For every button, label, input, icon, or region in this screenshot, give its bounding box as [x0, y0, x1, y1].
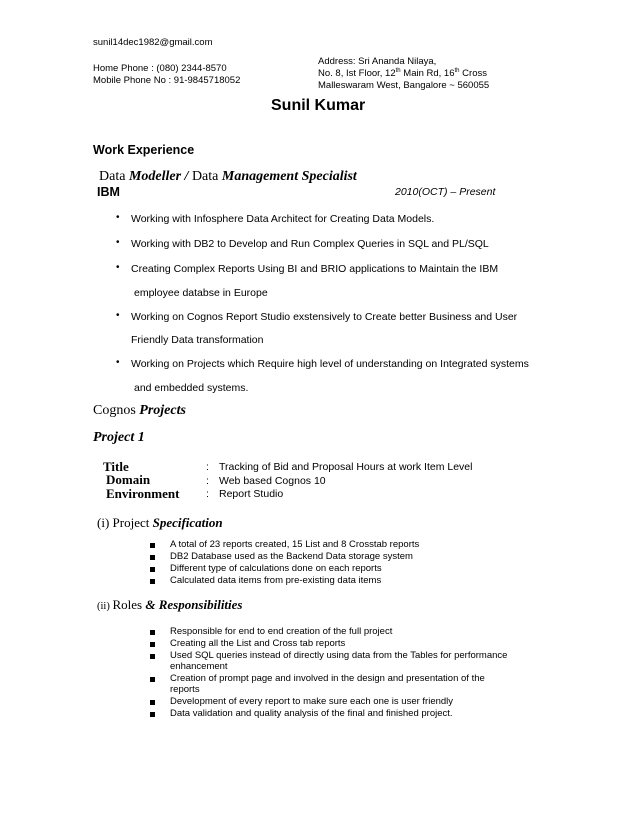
- square-bullet-icon: [150, 642, 155, 647]
- list-item: A total of 23 reports created, 15 List and 8 Crosstab reports: [170, 539, 420, 550]
- field-colon: :: [206, 475, 209, 487]
- list-item: Development of every report to make sure each one is user friendly: [170, 696, 454, 707]
- square-bullet-icon: [150, 712, 155, 717]
- square-bullet-icon: [150, 654, 155, 659]
- list-item: Used SQL queries instead of directly using data from the Tables for performance: [170, 650, 508, 661]
- job-period: 2010(OCT) – Present: [395, 186, 496, 198]
- square-bullet-icon: [150, 543, 155, 548]
- list-item: Working with DB2 to Develop and Run Complex Queries in SQL and PL/SQL: [131, 238, 489, 250]
- field-colon: :: [206, 488, 209, 500]
- square-bullet-icon: [150, 630, 155, 635]
- list-item-continuation: Friendly Data transformation: [131, 334, 264, 346]
- work-experience-heading: Work Experience: [93, 143, 195, 157]
- company-name: IBM: [97, 185, 120, 199]
- roles-heading: (ii) Roles & Responsibilities: [97, 597, 243, 612]
- square-bullet-icon: [150, 567, 155, 572]
- square-bullet-icon: [150, 555, 155, 560]
- bullet-icon: •: [116, 357, 120, 368]
- list-item-continuation: enhancement: [170, 661, 228, 672]
- field-value-environment: Report Studio: [219, 488, 284, 500]
- address-line-1: Address: Sri Ananda Nilaya,: [318, 56, 437, 67]
- field-value-title: Tracking of Bid and Proposal Hours at work Item Level: [219, 461, 473, 473]
- square-bullet-icon: [150, 579, 155, 584]
- cognos-projects-heading: Cognos Projects: [93, 403, 186, 418]
- list-item: Different type of calculations done on each reports: [170, 563, 382, 574]
- list-item: DB2 Database used as the Backend Data storage system: [170, 551, 413, 562]
- list-item: Creation of prompt page and involved in the design and presentation of the: [170, 673, 485, 684]
- list-item-continuation: reports: [170, 684, 200, 695]
- list-item: Calculated data items from pre-existing data items: [170, 575, 382, 586]
- spec-heading: (i) Project Specification: [97, 515, 223, 530]
- square-bullet-icon: [150, 677, 155, 682]
- field-label-domain: Domain: [106, 472, 151, 487]
- project-title: Project 1: [93, 430, 145, 445]
- list-item: Working with Infosphere Data Architect for Creating Data Models.: [131, 213, 435, 225]
- bullet-icon: •: [116, 262, 120, 273]
- list-item: Data validation and quality analysis of the final and finished project.: [170, 708, 453, 719]
- bullet-icon: •: [116, 212, 120, 223]
- list-item: Working on Cognos Report Studio exstensively to Create better Business and User: [131, 311, 518, 323]
- list-item-continuation: employee databse in Europe: [134, 287, 268, 299]
- bullet-icon: •: [116, 310, 120, 321]
- field-colon: :: [206, 461, 209, 473]
- home-phone: Home Phone : (080) 2344-8570: [93, 63, 227, 74]
- email-text: sunil14dec1982@gmail.com: [93, 37, 213, 48]
- list-item: Working on Projects which Require high level of understanding on Integrated systems: [131, 358, 529, 370]
- address-line-2: No. 8, Ist Floor, 12th Main Rd, 16th Cross: [318, 67, 487, 79]
- job-role: Data Modeller / Data Management Specialist: [99, 169, 357, 184]
- address-line-3: Malleswaram West, Bangalore ~ 560055: [318, 80, 490, 91]
- list-item: Creating Complex Reports Using BI and BRIO applications to Maintain the IBM: [131, 263, 499, 275]
- list-item: Responsible for end to end creation of the full project: [170, 626, 393, 637]
- bullet-icon: •: [116, 237, 120, 248]
- field-label-title: Title: [103, 459, 129, 474]
- list-item: Creating all the List and Cross tab reports: [170, 638, 346, 649]
- candidate-name: Sunil Kumar: [271, 97, 366, 114]
- field-value-domain: Web based Cognos 10: [219, 475, 326, 487]
- square-bullet-icon: [150, 700, 155, 705]
- field-label-environment: Environment: [106, 486, 180, 501]
- list-item-continuation: and embedded systems.: [134, 382, 249, 394]
- mobile-phone: Mobile Phone No : 91-9845718052: [93, 75, 241, 86]
